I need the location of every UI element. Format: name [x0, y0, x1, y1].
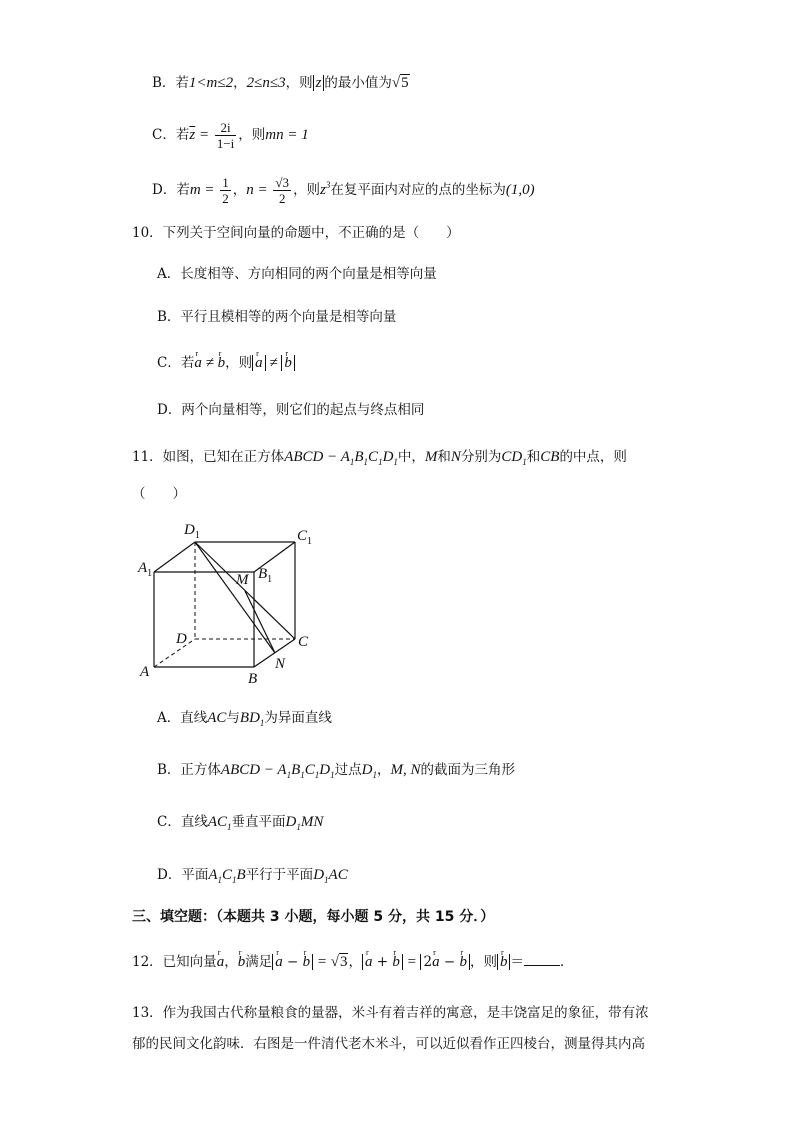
q11-option-d: D．平面$A_1C_1B$平行于平面$D_1AC$ [157, 867, 348, 885]
q11-b-label: B．正方体 [157, 762, 221, 778]
q11-b-text2: ， [376, 762, 391, 778]
label-a: A [140, 664, 150, 680]
segment-mn [245, 591, 275, 653]
label-n: N [275, 656, 286, 672]
q9-c-text: ，则 [238, 127, 266, 143]
label-b1: $B_1$ [258, 566, 273, 585]
q10-option-a: A．长度相等、方向相同的两个向量是相等向量 [157, 266, 437, 282]
q11-option-c: C．直线$AC_1$垂直平面$D_1MN$ [157, 814, 324, 832]
q11-stem-5: 和 [526, 449, 541, 465]
q11-option-b: B．正方体ABCD − $A_1B_1C_1D_1$过点$D_1$，M, N的截面为三角形 [157, 762, 515, 780]
label-a1: $A_1$ [138, 560, 153, 579]
q9-b-label: B．若 [152, 75, 189, 91]
q9-c-label: C．若 [152, 127, 190, 143]
q10-option-b: B．平行且模相等的两个向量是相等向量 [157, 309, 397, 325]
q12-stem: 12．已知向量r a，r b满足 r a − r b = √3， r a + r b = 2r a − r b ，则 r b ＝ ． [132, 951, 573, 972]
q12-stem-5: ，则 [469, 954, 497, 970]
q9-d-text2: ，则 [293, 182, 321, 198]
edge-ad-hidden [154, 639, 195, 667]
q9-d-label: D．若 [152, 182, 190, 198]
cube-figure [134, 516, 334, 686]
q10-option-c: C．若r a ≠ r b，则 r a ≠ r b [157, 353, 295, 373]
q11-c-text: 垂直平面 [231, 814, 286, 830]
q12-stem-4: ， [348, 954, 362, 970]
label-m: M [236, 572, 249, 588]
q9-d-text3: 在复平面内对应的点的坐标为 [330, 182, 506, 198]
q11-stem-2: 中， [397, 449, 425, 465]
q9-b-text3: 的最小值为 [324, 75, 392, 91]
q11-stem-4: 分别为 [460, 449, 502, 465]
q10-option-d: D．两个向量相等，则它们的起点与终点相同 [157, 402, 425, 418]
q12-stem-3: 满足 [245, 954, 273, 970]
q9-option-d: D．若m = $\frac{1}{2}$ ，n = $\frac{√3}{2}$ ，则$z^3$在复平面内对应的点的坐标为(1,0) [152, 175, 535, 206]
q11-stem: 11．如图，已知在正方体ABCD − $A_1B_1C_1D_1$中，M和N分别为$CD_1$和CB的中点，则 [132, 449, 627, 467]
answer-blank [524, 951, 560, 966]
label-c: C [298, 634, 309, 650]
edge-a1d1 [154, 542, 195, 572]
q9-option-c: C．若$\overline{z}$ = $\frac{2i}{1-i}$ ，则mn = 1 [152, 120, 309, 151]
q11-d-label: D．平面 [157, 867, 209, 883]
q11-b-text3: 的截面为三角形 [420, 762, 515, 778]
q9-b-text2: ，则 [285, 75, 313, 91]
q11-a-text1: 与 [226, 710, 240, 726]
q11-stem-3: 和 [437, 449, 451, 465]
q11-a-text2: 为异面直线 [264, 710, 332, 726]
q11-stem-1: 11．如图，已知在正方体 [132, 449, 285, 465]
q13-line-1: 13．作为我国古代称量粮食的量器，米斗有着吉祥的寓意，是丰饶富足的象征，带有浓 [132, 1005, 649, 1021]
q9-d-coord: (1,0) [505, 182, 535, 198]
q13-line-2: 郁的民间文化韵味．右图是一件清代老木米斗，可以近似看作正四棱台，测量得其内高 [132, 1036, 645, 1052]
q12-stem-6: ＝ [510, 954, 524, 970]
q12-stem-2: ， [224, 954, 238, 970]
q11-a-label: A．直线 [157, 710, 208, 726]
q9-option-b: B．若1<m≤2，2≤n≤3，则 z 的最小值为√5 [152, 75, 409, 91]
q11-option-a: A．直线AC与$BD_1$为异面直线 [157, 710, 332, 728]
section-3-title: 三、填空题：（本题共 3 小题，每小题 5 分，共 15 分．） [132, 909, 495, 925]
q11-stem-6: 的中点，则 [559, 449, 627, 465]
q11-c-label: C．直线 [157, 814, 208, 830]
q10-c-label: C．若 [157, 355, 195, 371]
q9-d-text1: ， [232, 182, 247, 198]
q10-c-text: ，则 [225, 355, 253, 371]
q10-stem: 10．下列关于空间向量的命题中，不正确的是（ ） [132, 225, 460, 241]
q9-b-text1: ， [233, 75, 247, 91]
label-b: B [248, 671, 258, 686]
label-c1: $C_1$ [297, 528, 313, 547]
q12-end: ． [559, 954, 574, 970]
segment-d1n [195, 542, 275, 653]
segment-d1c [195, 542, 295, 639]
q11-paren: （ ） [132, 486, 186, 502]
label-d1: $D_1$ [184, 522, 200, 541]
q12-stem-1: 12．已知向量 [132, 954, 217, 970]
q11-d-text: 平行于平面 [245, 867, 314, 883]
q11-b-text1: 过点 [334, 762, 362, 778]
label-d: D [176, 631, 187, 647]
